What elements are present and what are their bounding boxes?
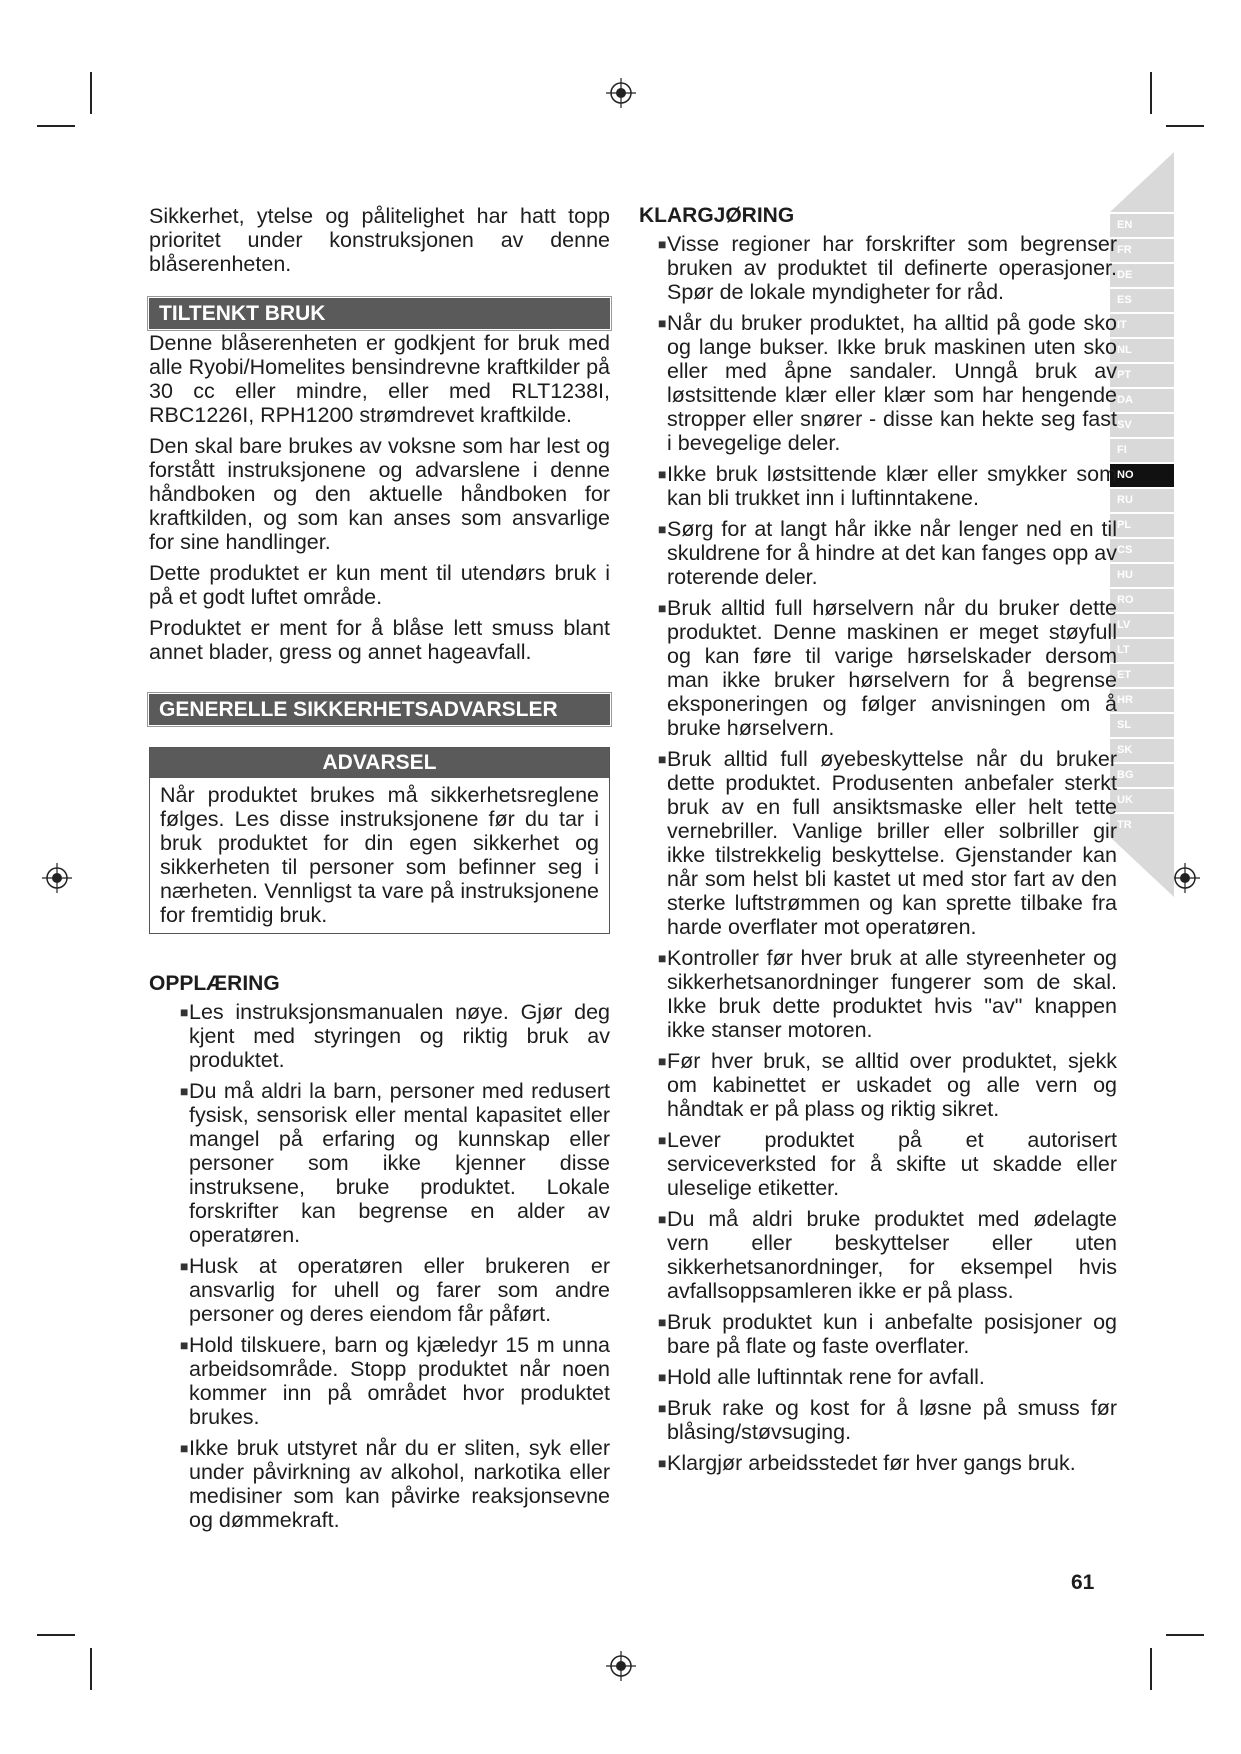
list-item: [161, 1000, 610, 1072]
language-tab-da: DA: [1110, 389, 1174, 412]
right-column: [639, 204, 1117, 1482]
warning-header: [150, 748, 609, 778]
registration-mark-icon: [606, 1651, 636, 1681]
list-item-text: Du må aldri la barn, personer med redusert fysisk, sensorisk eller mental kapasitet eller mangel på erfaring og kunnskap eller personer som ikke kjenner disse instruksene, bruke produktet. Lokale forskrifter kan begrense en alder av operatøren.: [189, 1079, 610, 1247]
list-item: [161, 1333, 610, 1429]
list-item-text: Kontroller før hver bruk at alle styreenheter og sikkerhetsanordninger fungerer som de skal. Ikke bruk dette produktet hvis "av" knappen ikke stanser motoren.: [667, 946, 1117, 1042]
language-tab-cs: CS: [1110, 539, 1174, 562]
list-item-text: Før hver bruk, se alltid over produktet, sjekk om kabinettet er uskadet og alle vern og håndtak er på plass og riktig sikret.: [667, 1049, 1117, 1121]
section-title-generelle: GENERELLE SIKKERHETSADVARSLER: [149, 694, 610, 725]
language-tab-ru: RU: [1110, 489, 1174, 512]
warning-box: [149, 747, 610, 934]
language-tab-et: ET: [1110, 664, 1174, 687]
opplaering-list: [161, 1000, 610, 1532]
list-item: [639, 596, 1117, 740]
language-tab-pl: PL: [1110, 514, 1174, 537]
crop-mark: [1150, 1648, 1152, 1690]
list-item: [639, 1049, 1117, 1121]
tab-bottom-triangle-icon: [1110, 837, 1174, 897]
crop-mark: [37, 125, 75, 127]
language-tab-it: IT: [1110, 314, 1174, 337]
list-item-text: Hold alle luftinntak rene for avfall.: [667, 1365, 985, 1389]
crop-mark: [1166, 1634, 1204, 1636]
list-item-text: Ikke bruk løstsittende klær eller smykker som kan bli trukket inn i luftinntakene.: [667, 462, 1117, 510]
language-tabs: [1110, 152, 1180, 902]
section-title-klargjoring: KLARGJØRING: [639, 204, 795, 227]
paragraph: Dette produktet er kun ment til utendørs bruk i på et godt luftet område.: [149, 561, 610, 609]
language-tab-no: NO: [1110, 464, 1174, 487]
language-tab-nl: NL: [1110, 339, 1174, 362]
warning-text: Når produktet brukes må sikkerhetsreglene følges. Les disse instruksjonene før du tar i bruk produktet for din egen sikkerhet og sikkerheten til personer som befinner seg i nærheten. Vennligst ta vare på instruksjonene for fremtidig bruk.: [160, 783, 599, 927]
klargjoring-list: [639, 232, 1117, 1475]
list-item-text: Hold tilskuere, barn og kjæledyr 15 m unna arbeidsområde. Stopp produktet når noen kommer inn på området hvor produktet brukes.: [189, 1333, 610, 1429]
list-item-text: Bruk produktet kun i anbefalte posisjoner og bare på flate og faste overflater.: [667, 1310, 1117, 1358]
paragraph: Denne blåserenheten er godkjent for bruk med alle Ryobi/Homelites bensindrevne kraftkilder på 30 cc eller mindre, eller med RLT1238I, RBC1226I, RPH1200 strømdrevet kraftkilde.: [149, 331, 610, 427]
list-item: [161, 1254, 610, 1326]
language-tab-bg: BG: [1110, 764, 1174, 787]
list-item: [639, 311, 1117, 455]
list-item: [161, 1436, 610, 1532]
warning-title: ADVARSEL: [322, 751, 437, 774]
crop-mark: [1150, 72, 1152, 114]
crop-mark: [90, 72, 92, 114]
language-tab-sv: SV: [1110, 414, 1174, 437]
crop-mark: [90, 1648, 92, 1690]
page-number: 61: [1071, 1571, 1095, 1594]
paragraph: Den skal bare brukes av voksne som har lest og forstått instruksjonene og advarslene i denne håndboken og den aktuelle håndboken for kraftkilden, og som kan anses som ansvarlige for sine handlinger.: [149, 434, 610, 554]
list-item-text: Klargjør arbeidsstedet før hver gangs bruk.: [667, 1451, 1076, 1475]
language-tab-ro: RO: [1110, 589, 1174, 612]
list-item-text: Husk at operatøren eller brukeren er ansvarlig for uhell og farer som andre personer og deres eiendom får påført.: [189, 1254, 610, 1326]
registration-mark-icon: [606, 78, 636, 108]
list-item-text: Når du bruker produktet, ha alltid på gode sko og lange bukser. Ikke bruk maskinen uten sko eller med åpne sandaler. Unngå bruk av løstsittende klær eller klær som har hengende stropper eller snører - disse kan hekte seg fast i bevegelige deler.: [667, 311, 1117, 455]
language-tab-hr: HR: [1110, 689, 1174, 712]
section-title-tiltenkt-bruk: TILTENKT BRUK: [149, 298, 610, 329]
language-tab-fr: FR: [1110, 239, 1174, 262]
list-item: [639, 232, 1117, 304]
language-tab-sk: SK: [1110, 739, 1174, 762]
list-item: [639, 946, 1117, 1042]
list-item: [639, 517, 1117, 589]
list-item: [161, 1079, 610, 1247]
language-tab-tr: TR: [1110, 814, 1174, 837]
language-tab-lt: LT: [1110, 639, 1174, 662]
language-tab-lv: LV: [1110, 614, 1174, 637]
language-tab-en: EN: [1110, 214, 1174, 237]
language-tab-uk: UK: [1110, 789, 1174, 812]
intro-text: Sikkerhet, ytelse og pålitelighet har hatt topp prioritet under konstruksjonen av denne blåserenheten.: [149, 204, 610, 276]
left-column: [149, 204, 610, 1539]
list-item-text: Bruk alltid full øyebeskyttelse når du bruker dette produktet. Produsenten anbefaler sterkt bruk av en full ansiktsmaske eller helt tette vernebriller. Vanlige briller eller solbriller gir ikke tilstrekkelig beskyttelse. Gjenstander kan når som helst bli kastet ut med stor fart av den sterke luftstrømmen og kan sprette tilbake fra harde overflater mot operatøren.: [667, 747, 1117, 939]
language-tab-hu: HU: [1110, 564, 1174, 587]
list-item: [639, 747, 1117, 939]
section-title-opplaering: OPPLÆRING: [149, 972, 280, 995]
list-item-text: Les instruksjonsmanualen nøye. Gjør deg kjent med styringen og riktig bruk av produktet.: [189, 1000, 610, 1072]
list-item-text: Du må aldri bruke produktet med ødelagte vern eller beskyttelser eller uten sikkerhetsanordninger, for eksempel hvis avfallsoppsamleren ikke er på plass.: [667, 1207, 1117, 1303]
list-item-text: Sørg for at langt hår ikke når lenger ned en til skuldrene for å hindre at det kan fanges opp av roterende deler.: [667, 517, 1117, 589]
crop-mark: [37, 1634, 75, 1636]
list-item-text: Bruk alltid full hørselvern når du bruker dette produktet. Denne maskinen er meget støyfull og kan føre til varige hørselskader dersom man ikke bruker hørselvern for å begrense eksponeringen og følger anvisningen om å bruke hørselvern.: [667, 596, 1117, 740]
language-tab-de: DE: [1110, 264, 1174, 287]
list-item: [639, 1396, 1117, 1444]
language-tab-fi: FI: [1110, 439, 1174, 462]
tab-triangle-icon: [1110, 152, 1174, 212]
list-item-text: Ikke bruk utstyret når du er sliten, syk eller under påvirkning av alkohol, narkotika eller medisiner som kan påvirke reaksjonsevne og dømmekraft.: [189, 1436, 610, 1532]
language-tab-es: ES: [1110, 289, 1174, 312]
list-item-text: Visse regioner har forskrifter som begrenser bruken av produktet til definerte operasjoner. Spør de lokale myndigheter for råd.: [667, 232, 1117, 304]
list-item: [639, 1451, 1117, 1475]
crop-mark: [1166, 125, 1204, 127]
list-item-text: Lever produktet på et autorisert serviceverksted for å skifte ut skadde eller uleselige etiketter.: [667, 1128, 1117, 1200]
list-item: [639, 1207, 1117, 1303]
language-tab-pt: PT: [1110, 364, 1174, 387]
list-item: [639, 1310, 1117, 1358]
registration-mark-icon: [42, 863, 72, 893]
list-item: [639, 462, 1117, 510]
paragraph: Produktet er ment for å blåse lett smuss blant annet blader, gress og annet hageavfall.: [149, 616, 610, 664]
language-tab-sl: SL: [1110, 714, 1174, 737]
list-item-text: Bruk rake og kost for å løsne på smuss før blåsing/støvsuging.: [667, 1396, 1117, 1444]
list-item: [639, 1365, 1117, 1389]
list-item: [639, 1128, 1117, 1200]
